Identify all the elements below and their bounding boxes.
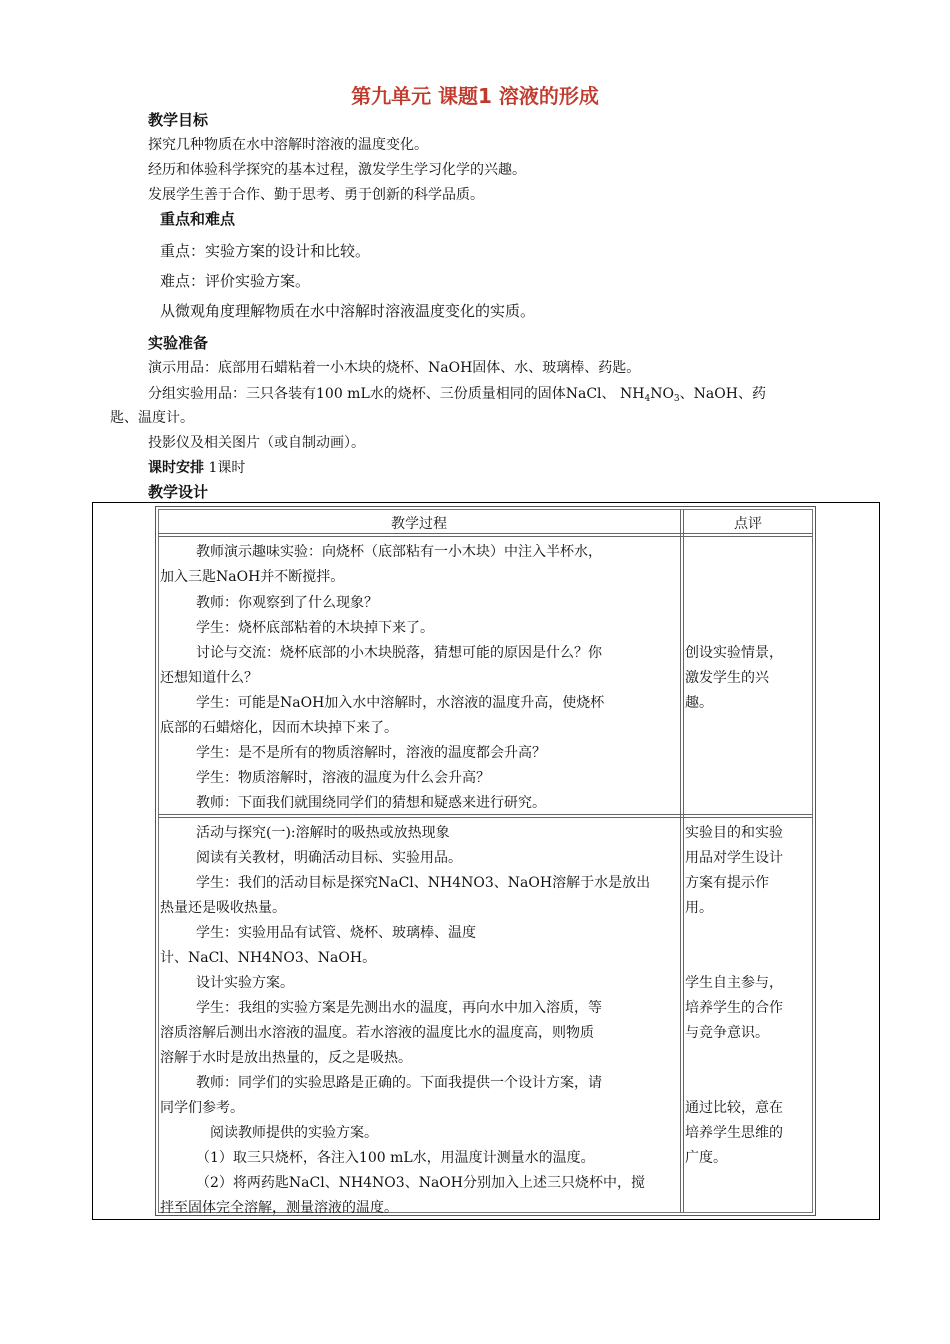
comment-line: 学生自主参与，	[685, 975, 783, 991]
process-line: 学生：我组的实验方案是先测出水的温度，再向水中加入溶质，等	[196, 1000, 602, 1016]
prep-projector: 投影仪及相关图片（或自制动画）。	[148, 435, 365, 451]
process-line: 阅读教师提供的实验方案。	[210, 1125, 378, 1141]
schedule: 课时安排 1课时	[148, 460, 246, 476]
process-line: 学生：可能是NaOH加入水中溶解时，水溶液的温度升高，使烧杯	[196, 695, 605, 711]
focus-item: 重点：实验方案的设计和比较。	[160, 242, 371, 260]
focus-heading: 重点和难点	[160, 210, 236, 228]
page-title: 第九单元 课题1 溶液的形成	[351, 84, 599, 108]
goal-item: 探究几种物质在水中溶解时溶液的温度变化。	[148, 137, 428, 153]
comment-line: 用。	[685, 900, 713, 916]
comment-line: 创设实验情景，	[685, 645, 783, 661]
process-line: 学生：实验用品有试管、烧杯、玻璃棒、温度	[196, 925, 476, 941]
process-line: 同学们参考。	[160, 1100, 244, 1116]
process-line: 溶质溶解后测出水溶液的温度。若水溶液的温度比水的温度高，则物质	[160, 1025, 594, 1041]
comment-line: 趣。	[685, 695, 713, 711]
process-line: 教师：下面我们就围绕同学们的猜想和疑惑来进行研究。	[196, 795, 546, 811]
prep-group-continued: 匙、温度计。	[110, 410, 194, 426]
column-header-comment: 点评	[734, 516, 762, 532]
process-line: 教师：同学们的实验思路是正确的。下面我提供一个设计方案，请	[196, 1075, 602, 1091]
process-line: 学生：物质溶解时，溶液的温度为什么会升高？	[196, 770, 490, 786]
prep-heading: 实验准备	[148, 334, 209, 352]
process-line: 教师：你观察到了什么现象？	[196, 595, 378, 611]
comment-line: 培养学生的合作	[685, 1000, 783, 1016]
process-line: 加入三匙NaOH并不断搅拌。	[160, 569, 345, 585]
prep-demo: 演示用品：底部用石蜡粘着一小木块的烧杯、NaOH固体、水、玻璃棒、药匙。	[148, 360, 641, 376]
comment-line: 实验目的和实验	[685, 825, 783, 841]
process-line: 教师演示趣味实验：向烧杯（底部粘有一小木块）中注入半杯水，	[196, 544, 602, 560]
process-line: 学生：烧杯底部粘着的木块掉下来了。	[196, 620, 434, 636]
goals-heading: 教学目标	[148, 111, 209, 129]
process-line: 计、NaCl、NH4NO3、NaOH。	[160, 950, 377, 966]
comment-line: 用品对学生设计	[685, 850, 783, 866]
row-divider	[158, 817, 813, 818]
process-line: 热量还是吸收热量。	[160, 900, 286, 916]
comment-line: 与竞争意识。	[685, 1025, 769, 1041]
process-line: 设计实验方案。	[196, 975, 294, 991]
column-divider	[680, 509, 681, 1213]
process-line: 学生：我们的活动目标是探究NaCl、NH4NO3、NaOH溶解于水是放出	[196, 875, 651, 891]
focus-item: 从微观角度理解物质在水中溶解时溶液温度变化的实质。	[160, 302, 536, 320]
comment-line: 广度。	[685, 1150, 727, 1166]
header-divider	[158, 536, 813, 537]
goal-item: 经历和体验科学探究的基本过程，激发学生学习化学的兴趣。	[148, 162, 526, 178]
goal-item: 发展学生善于合作、勤于思考、勇于创新的科学品质。	[148, 187, 484, 203]
process-line: 学生：是不是所有的物质溶解时，溶液的温度都会升高？	[196, 745, 546, 761]
column-divider	[683, 509, 684, 1213]
process-line: 活动与探究(一):溶解时的吸热或放热现象	[196, 825, 450, 841]
process-line: 溶解于水时是放出热量的，反之是吸热。	[160, 1050, 412, 1066]
process-line: 阅读有关教材，明确活动目标、实验用品。	[196, 850, 462, 866]
header-divider	[158, 533, 813, 534]
comment-line: 通过比较，意在	[685, 1100, 783, 1116]
comment-line: 培养学生思维的	[685, 1125, 783, 1141]
column-header-process: 教学过程	[391, 516, 447, 532]
process-line: （2）将两药匙NaCl、NH4NO3、NaOH分别加入上述三只烧杯中，搅	[196, 1175, 645, 1191]
process-line: （1）取三只烧杯，各注入100 mL水，用温度计测量水的温度。	[196, 1150, 595, 1166]
process-line: 还想知道什么？	[160, 670, 258, 686]
process-line: 拌至固体完全溶解，测量溶液的温度。	[160, 1200, 398, 1216]
focus-item: 难点：评价实验方案。	[160, 272, 311, 290]
comment-line: 激发学生的兴	[685, 670, 769, 686]
design-heading: 教学设计	[148, 483, 209, 501]
process-line: 底部的石蜡熔化，因而木块掉下来了。	[160, 720, 398, 736]
process-line: 讨论与交流：烧杯底部的小木块脱落，猜想可能的原因是什么？你	[196, 645, 602, 661]
row-divider	[158, 814, 813, 815]
comment-line: 方案有提示作	[685, 875, 769, 891]
prep-group: 分组实验用品：三只各装有100 mL水的烧杯、三份质量相同的固体NaCl、 $NH_4NO_3$、NaOH、药	[148, 386, 766, 404]
